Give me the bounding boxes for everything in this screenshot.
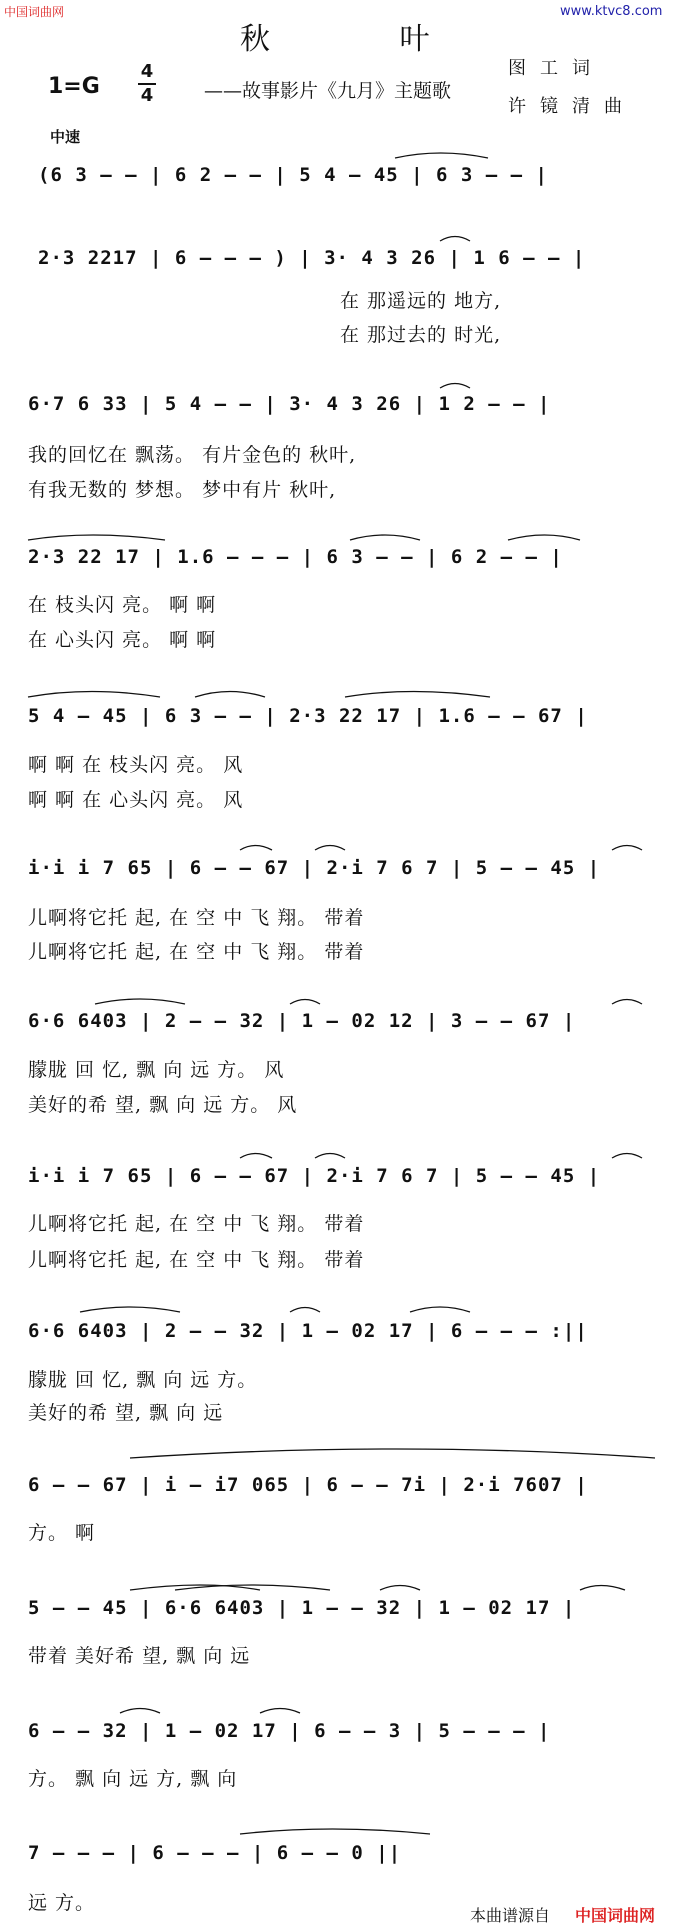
footer-note: 本曲谱源自 bbox=[470, 1906, 551, 1925]
system-4-lyric-1: 在 枝头闪 亮。 啊 啊 bbox=[28, 594, 217, 616]
system-9-notes: 6·6 6403 | 2 — — 32 | 1 — 02 17 | 6 — — — :|| bbox=[28, 1320, 588, 1342]
tempo-marking: 中速 bbox=[50, 128, 81, 146]
system-8-lyric-2: 儿啊将它托 起, 在 空 中 飞 翔。 带着 bbox=[28, 1249, 365, 1271]
system-6-lyric-2: 儿啊将它托 起, 在 空 中 飞 翔。 带着 bbox=[28, 941, 365, 963]
system-3-lyric-1: 我的回忆在 飘荡。 有片金色的 秋叶, bbox=[28, 444, 357, 466]
system-5-lyric-2: 啊 啊 在 心头闪 亮。 风 bbox=[28, 789, 244, 811]
system-13-notes: 7 — — — | 6 — — — | 6 — — 0 || bbox=[28, 1842, 402, 1864]
system-12-notes: 6 — — 32 | 1 — 02 17 | 6 — — 3 | 5 — — — | bbox=[28, 1720, 551, 1742]
system-6-lyric-1: 儿啊将它托 起, 在 空 中 飞 翔。 带着 bbox=[28, 907, 365, 929]
system-2-lyric-1: 在 那遥远的 地方, bbox=[340, 290, 502, 312]
system-7-lyric-1: 朦胧 回 忆, 飘 向 远 方。 风 bbox=[28, 1059, 285, 1081]
time-signature-top: 4 bbox=[140, 61, 154, 82]
system-3-notes: 6·7 6 33 | 5 4 — — | 3· 4 3 26 | 1 2 — — | bbox=[28, 393, 551, 415]
system-11-lyric-1: 带着 美好希 望, 飘 向 远 bbox=[28, 1645, 251, 1667]
system-9-lyric-2: 美好的希 望, 飘 向 远 bbox=[28, 1402, 224, 1424]
system-2-lyric-2: 在 那过去的 时光, bbox=[340, 324, 502, 346]
watermark-right: www.ktvc8.com bbox=[560, 4, 663, 19]
system-12-lyric-1: 方。 飘 向 远 方, 飘 向 bbox=[28, 1768, 238, 1790]
system-10-lyric-1: 方。 啊 bbox=[28, 1522, 96, 1544]
footer-site: 中国词曲网 bbox=[575, 1906, 656, 1925]
system-3-lyric-2: 有我无数的 梦想。 梦中有片 秋叶, bbox=[28, 479, 337, 501]
system-2-notes: 2·3 2217 | 6 — — — ) | 3· 4 3 26 | 1 6 — — | bbox=[38, 247, 586, 269]
song-title: 秋 叶 bbox=[240, 22, 490, 57]
system-6-notes: i·i i 7 65 | 6 — — 67 | 2·i 7 6 7 | 5 — — 45 | bbox=[28, 857, 601, 879]
watermark-left: 中国词曲网 bbox=[4, 5, 65, 19]
time-signature-bottom: 4 bbox=[140, 85, 154, 106]
time-signature bbox=[136, 62, 158, 106]
system-10-notes: 6 — — 67 | i — i7 065 | 6 — — 7i | 2·i 7607 | bbox=[28, 1474, 588, 1496]
subtitle: ——故事影片《九月》主题歌 bbox=[204, 80, 452, 102]
system-8-lyric-1: 儿啊将它托 起, 在 空 中 飞 翔。 带着 bbox=[28, 1213, 365, 1235]
system-13-lyric-1: 远 方。 bbox=[28, 1892, 96, 1914]
system-4-notes: 2·3 22 17 | 1.6 — — — | 6 3 — — | 6 2 — — | bbox=[28, 546, 563, 568]
system-9-lyric-1: 朦胧 回 忆, 飘 向 远 方。 bbox=[28, 1369, 258, 1391]
system-1-notes: (6 3 — — | 6 2 — — | 5 4 — 45 | 6 3 — — | bbox=[38, 164, 548, 186]
lyricist: 图工词 bbox=[508, 58, 604, 79]
system-8-notes: i·i i 7 65 | 6 — — 67 | 2·i 7 6 7 | 5 — — 45 | bbox=[28, 1165, 601, 1187]
system-5-lyric-1: 啊 啊 在 枝头闪 亮。 风 bbox=[28, 754, 244, 776]
system-7-lyric-2: 美好的希 望, 飘 向 远 方。 风 bbox=[28, 1094, 298, 1116]
composer: 许镜清曲 bbox=[508, 96, 636, 117]
system-11-notes: 5 — — 45 | 6·6 6403 | 1 — — 32 | 1 — 02 17 | bbox=[28, 1597, 576, 1619]
system-5-notes: 5 4 — 45 | 6 3 — — | 2·3 22 17 | 1.6 — — 67 | bbox=[28, 705, 588, 727]
key-signature: 1=G bbox=[48, 74, 100, 99]
system-4-lyric-2: 在 心头闪 亮。 啊 啊 bbox=[28, 629, 217, 651]
system-7-notes: 6·6 6403 | 2 — — 32 | 1 — 02 12 | 3 — — 67 | bbox=[28, 1010, 576, 1032]
